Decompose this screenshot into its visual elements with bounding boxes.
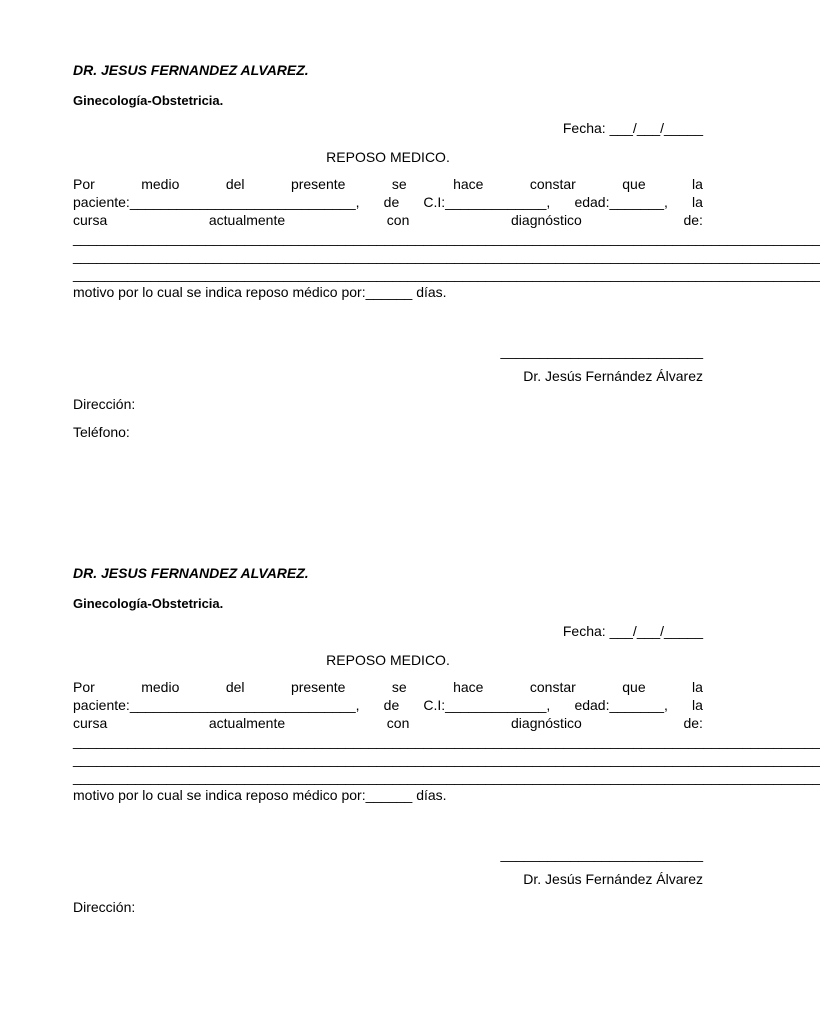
document-title: REPOSO MEDICO.: [326, 652, 450, 668]
word: actualmente: [208, 715, 286, 731]
specialty: Ginecología-Obstetricia.: [73, 93, 224, 108]
word: presente: [290, 679, 346, 695]
word: del: [225, 176, 245, 192]
word: cursa: [73, 715, 108, 731]
body-line-1: [73, 175, 703, 193]
word: la: [692, 697, 703, 713]
phone-label: Teléfono:: [73, 424, 130, 440]
word: de: [383, 194, 400, 210]
word: cursa: [73, 212, 108, 228]
word: hace: [453, 176, 484, 192]
word: Por: [73, 176, 95, 192]
word: que: [622, 176, 646, 192]
date-field: Fecha: ___/___/_____: [562, 623, 703, 639]
body-line-2: [73, 193, 703, 211]
word: diagnóstico: [511, 715, 582, 731]
signature-line: __________________________: [500, 846, 703, 862]
body-line-3: [73, 714, 703, 732]
word: con: [386, 212, 410, 228]
age-field: edad:_______,: [574, 194, 668, 210]
word: actualmente: [208, 212, 286, 228]
patient-field: paciente:_____________________________,: [73, 194, 360, 210]
word: presente: [290, 176, 346, 192]
diagnosis-blank-line: ________________________________________________________________________________________________: [73, 733, 820, 749]
signature-line: __________________________: [500, 343, 703, 359]
certificate-body: [73, 678, 820, 804]
word: constar: [529, 679, 576, 695]
address-label: Dirección:: [73, 899, 136, 915]
word: de:: [683, 715, 703, 731]
age-field: edad:_______,: [574, 697, 668, 713]
body-line-2: [73, 696, 703, 714]
specialty: Ginecología-Obstetricia.: [73, 596, 224, 611]
word: se: [391, 679, 407, 695]
body-line-1: [73, 678, 703, 696]
doctor-name: DR. JESUS FERNANDEZ ALVAREZ.: [73, 565, 309, 581]
address-label: Dirección:: [73, 396, 136, 412]
word: diagnóstico: [511, 212, 582, 228]
word: la: [692, 679, 703, 695]
rest-days-line: motivo por lo cual se indica reposo médico por:______ días.: [73, 284, 447, 300]
doctor-name: DR. JESUS FERNANDEZ ALVAREZ.: [73, 62, 309, 78]
id-field: C.I:_____________,: [423, 697, 551, 713]
word: Por: [73, 679, 95, 695]
word: constar: [529, 176, 576, 192]
word: del: [225, 679, 245, 695]
rest-days-line: motivo por lo cual se indica reposo médico por:______ días.: [73, 787, 447, 803]
diagnosis-blank-line: ________________________________________________________________________________________________: [73, 769, 820, 785]
signature-name: Dr. Jesús Fernández Álvarez: [523, 871, 703, 887]
word: de: [383, 697, 400, 713]
word: medio: [141, 176, 180, 192]
word: medio: [141, 679, 180, 695]
signature-name: Dr. Jesús Fernández Álvarez: [523, 368, 703, 384]
certificate-body: [73, 175, 820, 301]
diagnosis-blank-line: ________________________________________________________________________________________________: [73, 266, 820, 282]
id-field: C.I:_____________,: [423, 194, 551, 210]
word: que: [622, 679, 646, 695]
document-title: REPOSO MEDICO.: [326, 149, 450, 165]
word: hace: [453, 679, 484, 695]
diagnosis-blank-line: ________________________________________________________________________________________________: [73, 751, 820, 767]
word: la: [692, 194, 703, 210]
date-field: Fecha: ___/___/_____: [562, 120, 703, 136]
body-line-3: [73, 211, 703, 229]
word: de:: [683, 212, 703, 228]
patient-field: paciente:_____________________________,: [73, 697, 360, 713]
diagnosis-blank-line: ________________________________________________________________________________________________: [73, 248, 820, 264]
word: con: [386, 715, 410, 731]
diagnosis-blank-line: ________________________________________________________________________________________________: [73, 230, 820, 246]
word: se: [391, 176, 407, 192]
word: la: [692, 176, 703, 192]
